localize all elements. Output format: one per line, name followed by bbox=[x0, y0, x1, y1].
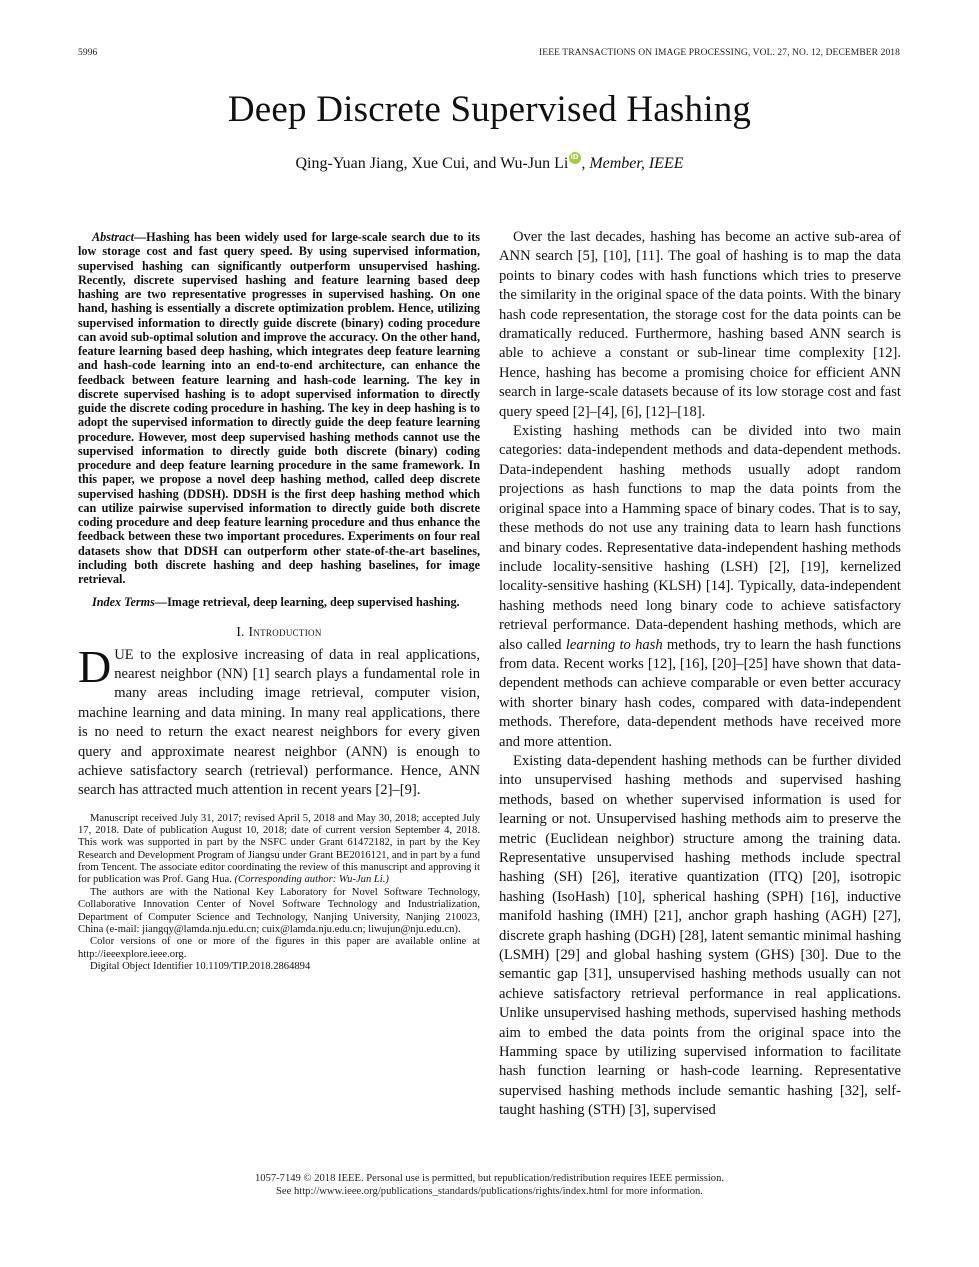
corresponding-author: (Corresponding author: Wu-Jun Li.) bbox=[234, 874, 389, 886]
author-line bbox=[0, 152, 979, 173]
manuscript-text: Manuscript received July 31, 2017; revised April 5, 2018 and May 30, 2018; accepted July 17, 2018. Date of publication August 10, 2018; date of current version September 4, 2018. This work was supported in part by the NSFC under Grant 61472182, in part by the Key Research and Development Program of Jiangsu under Grant BE2016121, and in part by a fund from Tencent. The associate editor coordinating the review of this manuscript and approving it for publication was Prof. Gang Hua. bbox=[78, 812, 480, 886]
copyright-footer bbox=[0, 1172, 979, 1198]
abstract bbox=[78, 230, 480, 586]
intro-paragraph bbox=[78, 640, 480, 801]
index-terms-text: Image retrieval, deep learning, deep supervised hashing. bbox=[167, 595, 460, 610]
journal-header: IEEE TRANSACTIONS ON IMAGE PROCESSING, VOL. 27, NO. 12, DECEMBER 2018 bbox=[539, 48, 900, 58]
body-paragraph-1: Over the last decades, hashing has become an active sub-area of ANN search [5], [10], [11]. The goal of hashing is to map the data points to binary codes with hash functions which tries to preserve the similarity in the original space of the data points. With the binary hash code representation, the storage cost for the data points can be dramatically reduced. Furthermore, hashing based ANN search is able to achieve a constant or sub-linear time complexity [12]. Hence, hashing has become a promising choice for efficient ANN search in large-scale datasets because of its low storage cost and fast query speed [2]–[4], [6], [12]–[18]. bbox=[499, 229, 901, 420]
paper-title: Deep Discrete Supervised Hashing bbox=[227, 89, 752, 130]
copyright-line-1: 1057-7149 © 2018 IEEE. Personal use is permitted, but republication/redistribution requires IEEE permission. bbox=[254, 1173, 725, 1184]
color-versions-note: Color versions of one or more of the figures in this paper are available online at http://ieeexplore.ieee.org. bbox=[78, 936, 480, 960]
abstract-label: Abstract bbox=[92, 230, 134, 244]
left-column bbox=[78, 230, 480, 973]
p2-text-before: Existing hashing methods can be divided into two main categories: data-independent methods and data-dependent methods. Data-independent hashing methods usually adopt random projections as hash functions to map the data points from the original space into a Hamming space of binary codes. That is to say, these methods do not use any training data to learn hash functions and binary codes. Representative data-independent hashing methods include locality-sensitive hashing (LSH) [2], [19], kernelized locality-sensitive hashing (KLSH) [14]. Typically, data-independent hashing methods need long binary code to achieve satisfactory retrieval performance. Data-dependent hashing methods, which are also called bbox=[499, 423, 901, 653]
abstract-dash: — bbox=[133, 230, 147, 244]
drop-cap: D bbox=[78, 640, 112, 692]
page-number: 5996 bbox=[78, 48, 98, 58]
intro-text: UE to the explosive increasing of data in real applications, nearest neighbor (NN) [1] search plays a fundamental role in many areas including image retrieval, computer vision, machine learning and data mining. In many real applications, there is no need to return the exact nearest neighbors for every given query and approximate nearest neighbor (ANN) is enough to achieve satisfactory search (retrieval) performance. Hence, ANN search has attracted much attention in recent years [2]–[9]. bbox=[78, 646, 480, 799]
manuscript-note bbox=[78, 813, 480, 887]
copyright-line-2: See http://www.ieee.org/publications_standards/publications/rights/index.html for more information. bbox=[276, 1186, 703, 1197]
p2-text-after: methods, try to learn the hash functions from data. Recent works [12], [16], [20]–[25] have shown that data-dependent methods can achieve comparable or even better accuracy with shorter binary hash codes, compared with data-independent methods. Therefore, data-dependent methods have received more and more attention. bbox=[499, 636, 901, 750]
section-number: I. bbox=[236, 623, 249, 639]
author-names: Qing-Yuan Jiang, Xue Cui, and Wu-Jun Li bbox=[295, 155, 569, 172]
index-terms-dash: — bbox=[154, 595, 168, 610]
index-terms-label: Index Terms bbox=[92, 595, 155, 610]
abstract-text: Hashing has been widely used for large-scale search due to its low storage cost and fast query speed. By using supervised information, supervised hashing can significantly outperform unsupervised hashing. Recently, discrete supervised hashing and feature learning based deep hashing are two representative progresses in supervised hashing. On one hand, hashing is essentially a discrete optimization problem. Hence, utilizing supervised information to directly guide discrete (binary) coding procedure can avoid sub-optimal solution and improve the accuracy. On the other hand, feature learning based deep hashing, which integrates deep feature learning and hash-code learning into an end-to-end architecture, can enhance the feedback between feature learning and hash-code learning. The key in discrete supervised hashing is to adopt supervised information to directly guide the discrete coding procedure in hashing. The key in deep hashing is to adopt the supervised information to directly guide the deep feature learning procedure. However, most deep supervised hashing methods cannot use the supervised information to directly guide both discrete (binary) coding procedure and deep feature learning procedure in the same framework. In this paper, we propose a novel deep hashing method, called deep discrete supervised hashing (DDSH). DDSH is the first deep hashing method which can utilize pairwise supervised information to directly guide both discrete coding procedure and deep feature learning procedure and thus enhance the feedback between these two important procedures. Experiments on four real datasets show that DDSH can outperform other state-of-the-art baselines, including both discrete hashing and deep hashing baselines, for image retrieval. bbox=[78, 230, 480, 586]
body-paragraph-3: Existing data-dependent hashing methods can be further divided into unsupervised hashing methods and supervised hashing methods, based on whether supervised information is used for learning or not. Unsupervised hashing methods aim to preserve the metric (Euclidean neighbor) structure among the training data. Representative unsupervised hashing methods include spectral hashing (SH) [26], iterative quantization (ITQ) [20], isotropic hashing (IsoHash) [10], spherical hashing (SPH) [16], inductive manifold hashing (IMH) [21], anchor graph hashing (AGH) [27], discrete graph hashing (DGH) [28], latent semantic minimal hashing (LSMH) [29] and global hashing system (GHS) [30]. Due to the semantic gap [31], unsupervised hashing methods usually can not achieve satisfactory retrieval performance in real applications. Unlike unsupervised hashing methods, supervised hashing methods aim to embed the data points from the original space into the Hamming space by utilizing supervised information to facilitate hash function learning or hash-code learning. Representative supervised hashing methods include semantic hashing [32], self-taught hashing (STH) [3], supervised bbox=[499, 752, 901, 1119]
doi-note: Digital Object Identifier 10.1109/TIP.2018.2864894 bbox=[90, 960, 311, 972]
affiliation-note: The authors are with the National Key Laboratory for Novel Software Technology, Collaborative Innovation Center of Novel Software Technology and Industrialization, Department of Computer Science and Technology, Nanjing University, Nanjing 210023, China (e-mail: jiangqy@lamda.nju.edu.cn; cuix@lamda.nju.edu.cn; liwujun@nju.edu.cn). bbox=[78, 886, 480, 935]
index-terms bbox=[78, 595, 480, 609]
section-title: Introduction bbox=[248, 623, 322, 639]
orcid-icon[interactable] bbox=[569, 152, 581, 164]
body-paragraph-2 bbox=[499, 422, 901, 752]
right-column bbox=[499, 228, 901, 1121]
author-membership: , Member, IEEE bbox=[581, 155, 684, 172]
p2-emphasis: learning to hash bbox=[565, 636, 663, 653]
section-heading-introduction bbox=[78, 624, 480, 640]
first-page-footnotes bbox=[78, 813, 480, 973]
